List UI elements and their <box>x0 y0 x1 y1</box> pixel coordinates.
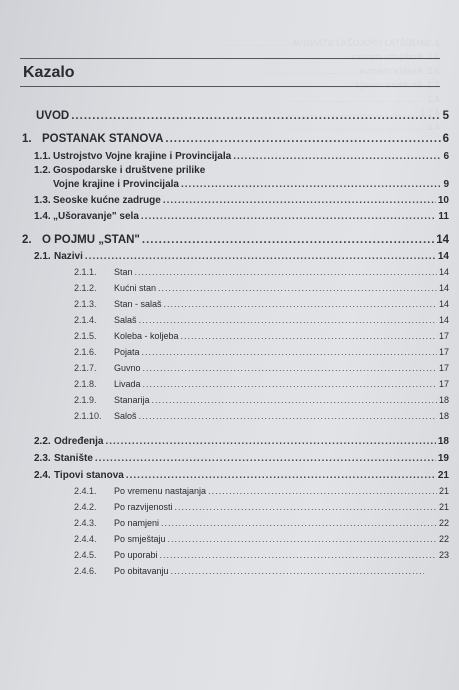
toc-entry-2-4-4[interactable]: 2.4.4. Po smještaju ..... 22 <box>74 534 449 544</box>
page-number: 14 <box>438 315 449 325</box>
toc-entry-chapter-2[interactable]: 2. O POJMU „STAN" ..... 14 <box>22 234 449 246</box>
toc-entry-2-4-2[interactable]: 2.4.2. Po razvijenosti ..... 21 <box>74 502 449 512</box>
page-number: 21 <box>438 486 449 496</box>
page-number: 5 <box>442 110 449 122</box>
toc-entry-2-4-5[interactable]: 2.4.5. Po uporabi ..... 23 <box>74 550 449 560</box>
page-number: 14 <box>438 299 449 309</box>
page-number: 11 <box>438 211 449 222</box>
toc-entry-1-2-line1[interactable]: 1.2. Gospodarske i društvene prilike <box>34 165 206 176</box>
toc-entry-1-1[interactable]: 1.1. Ustrojstvo Vojne krajine i Provincijala ..... 6 <box>34 151 449 162</box>
toc-entry-2-4-3[interactable]: 2.4.3. Po namjeni ..... 22 <box>74 518 449 528</box>
toc-entry-1-3[interactable]: 1.3. Seoske kućne zadruge ..... 10 <box>34 195 449 206</box>
toc-entry-2-1-2[interactable]: 2.1.2. Kućni stan ..... 14 <box>74 283 449 293</box>
page-number: 14 <box>436 234 449 246</box>
toc-entry-2-2[interactable]: 2.2. Određenja ..... 18 <box>34 436 449 447</box>
page-number: 6 <box>442 133 449 145</box>
toc-entry-2-1-9[interactable]: 2.1.9. Stanarija ..... 18 <box>74 395 449 405</box>
toc-entry-2-4-6[interactable]: 2.4.6. Po obitavanju ..... <box>74 566 426 576</box>
page-number: 17 <box>438 379 449 389</box>
page-number: 17 <box>438 347 449 357</box>
page-number: 18 <box>438 395 449 405</box>
toc-entry-2-4-1[interactable]: 2.4.1. Po vremenu nastajanja ..... 21 <box>74 486 449 496</box>
page-number: 23 <box>438 550 449 560</box>
page-number: 9 <box>443 179 449 190</box>
page-number: 19 <box>437 453 449 464</box>
page-number: 10 <box>437 195 449 206</box>
page-number: 14 <box>438 267 449 277</box>
page-number: 18 <box>438 411 449 421</box>
page-number: 21 <box>437 470 449 481</box>
toc-entry-1-2-line2[interactable]: Vojne krajine i Provincijala ..... 9 <box>53 179 449 190</box>
toc-entry-uvod[interactable]: UVOD ..... 5 <box>36 110 449 122</box>
page-number: 22 <box>438 534 449 544</box>
toc-entry-2-1-10[interactable]: 2.1.10. Saloš ..... 18 <box>74 411 449 421</box>
page-number: 14 <box>437 251 449 262</box>
toc-entry-2-4[interactable]: 2.4. Tipovi stanova ..... 21 <box>34 470 449 481</box>
toc-entry-2-1-8[interactable]: 2.1.8. Livada ..... 17 <box>74 379 449 389</box>
toc-entry-2-1-5[interactable]: 2.1.5. Koleba - koljeba ..... 17 <box>74 331 449 341</box>
page-number: 17 <box>438 331 449 341</box>
toc-entry-2-1-1[interactable]: 2.1.1. Stan ..... 14 <box>74 267 449 277</box>
toc-entry-2-1[interactable]: 2.1. Nazivi ..... 14 <box>34 251 449 262</box>
page-number: 6 <box>443 151 449 162</box>
toc-entry-2-1-7[interactable]: 2.1.7. Guvno ..... 17 <box>74 363 449 373</box>
toc-entry-1-4[interactable]: 1.4. „Ušoravanje" sela ..... 11 <box>34 211 449 222</box>
page-title: Kazalo <box>23 64 75 81</box>
page-number: 17 <box>438 363 449 373</box>
toc-entry-2-1-3[interactable]: 2.1.3. Stan - salaš ..... 14 <box>74 299 449 309</box>
page-number: 22 <box>438 518 449 528</box>
toc-entry-chapter-1[interactable]: 1. POSTANAK STANOVA ..... 6 <box>22 133 449 145</box>
bleed-through-text: 3. SMJEŠTAJ I POLOŽAJ STANOVA ........................... 3.1. Podrijetlo stanova ................................... 3.2. Analiza stanova ....................................... 3.3. Struktura naselja ..................................... 4.1. ....................................................... 4.1.1. .................................................... 4.2. ....................................................... <box>222 38 440 132</box>
page-number: 14 <box>438 283 449 293</box>
toc-entry-2-1-6[interactable]: 2.1.6. Pojata ..... 17 <box>74 347 449 357</box>
toc-entry-2-3[interactable]: 2.3. Stanište ..... 19 <box>34 453 449 464</box>
toc-entry-2-1-4[interactable]: 2.1.4. Salaš ..... 14 <box>74 315 449 325</box>
page-number: 18 <box>437 436 449 447</box>
page-number: 21 <box>438 502 449 512</box>
